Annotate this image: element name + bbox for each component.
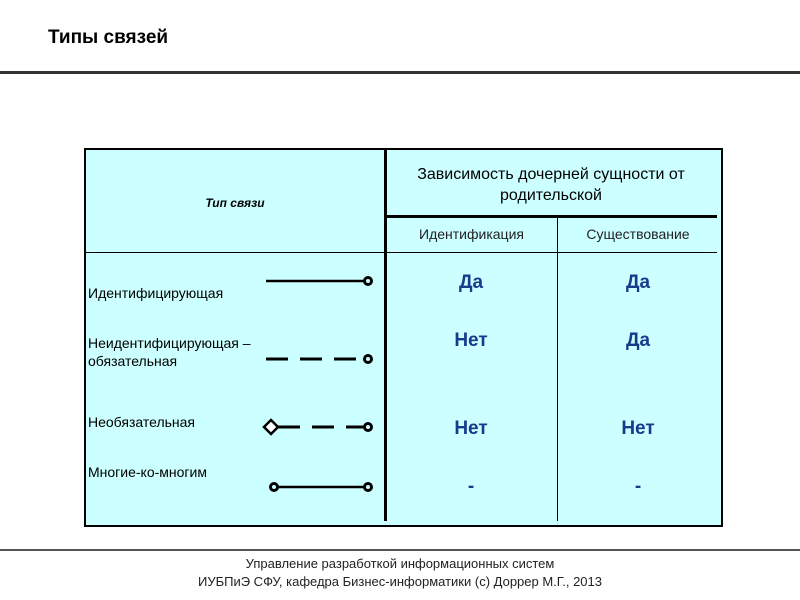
header-type: Тип связи (205, 196, 265, 210)
header-dependency: Зависимость дочерней сущности от родительской (417, 166, 685, 204)
footer-line-1: Управление разработкой информационных систем (245, 556, 555, 571)
existence-value: Да (625, 330, 651, 351)
existence-value: Да (625, 272, 651, 293)
title-divider (0, 71, 800, 74)
subheader-existence: Существование (586, 226, 690, 242)
body-divider (86, 252, 717, 253)
row-label: Идентифицирующая (88, 285, 224, 301)
many-to-many-line-icon (269, 482, 373, 492)
identification-value: Нет (454, 330, 488, 351)
row-label: Многие-ко-многим (88, 464, 207, 480)
existence-value: - (634, 476, 642, 497)
header-divider (384, 215, 717, 218)
non-identifying-mandatory-line-icon (266, 354, 373, 364)
existence-value: Нет (621, 418, 655, 439)
subheader-identification: Идентификация (419, 226, 524, 242)
optional-line-icon (264, 420, 373, 434)
row-label: Неидентифицирующая – обязательная (88, 335, 251, 369)
slide-title: Типы связей (48, 27, 169, 48)
row-label: Необязательная (88, 414, 196, 430)
relationship-types-table (84, 148, 723, 527)
identification-value: - (467, 476, 475, 497)
identification-value: Да (458, 272, 484, 293)
identifying-line-icon (266, 276, 373, 286)
identification-value: Нет (454, 418, 488, 439)
footer-line-2: ИУБПиЭ СФУ, кафедра Бизнес-информатики (с) Доррер М.Г., 2013 (197, 574, 602, 589)
footer-divider (0, 549, 800, 551)
relationship-notation-icons (256, 265, 381, 495)
